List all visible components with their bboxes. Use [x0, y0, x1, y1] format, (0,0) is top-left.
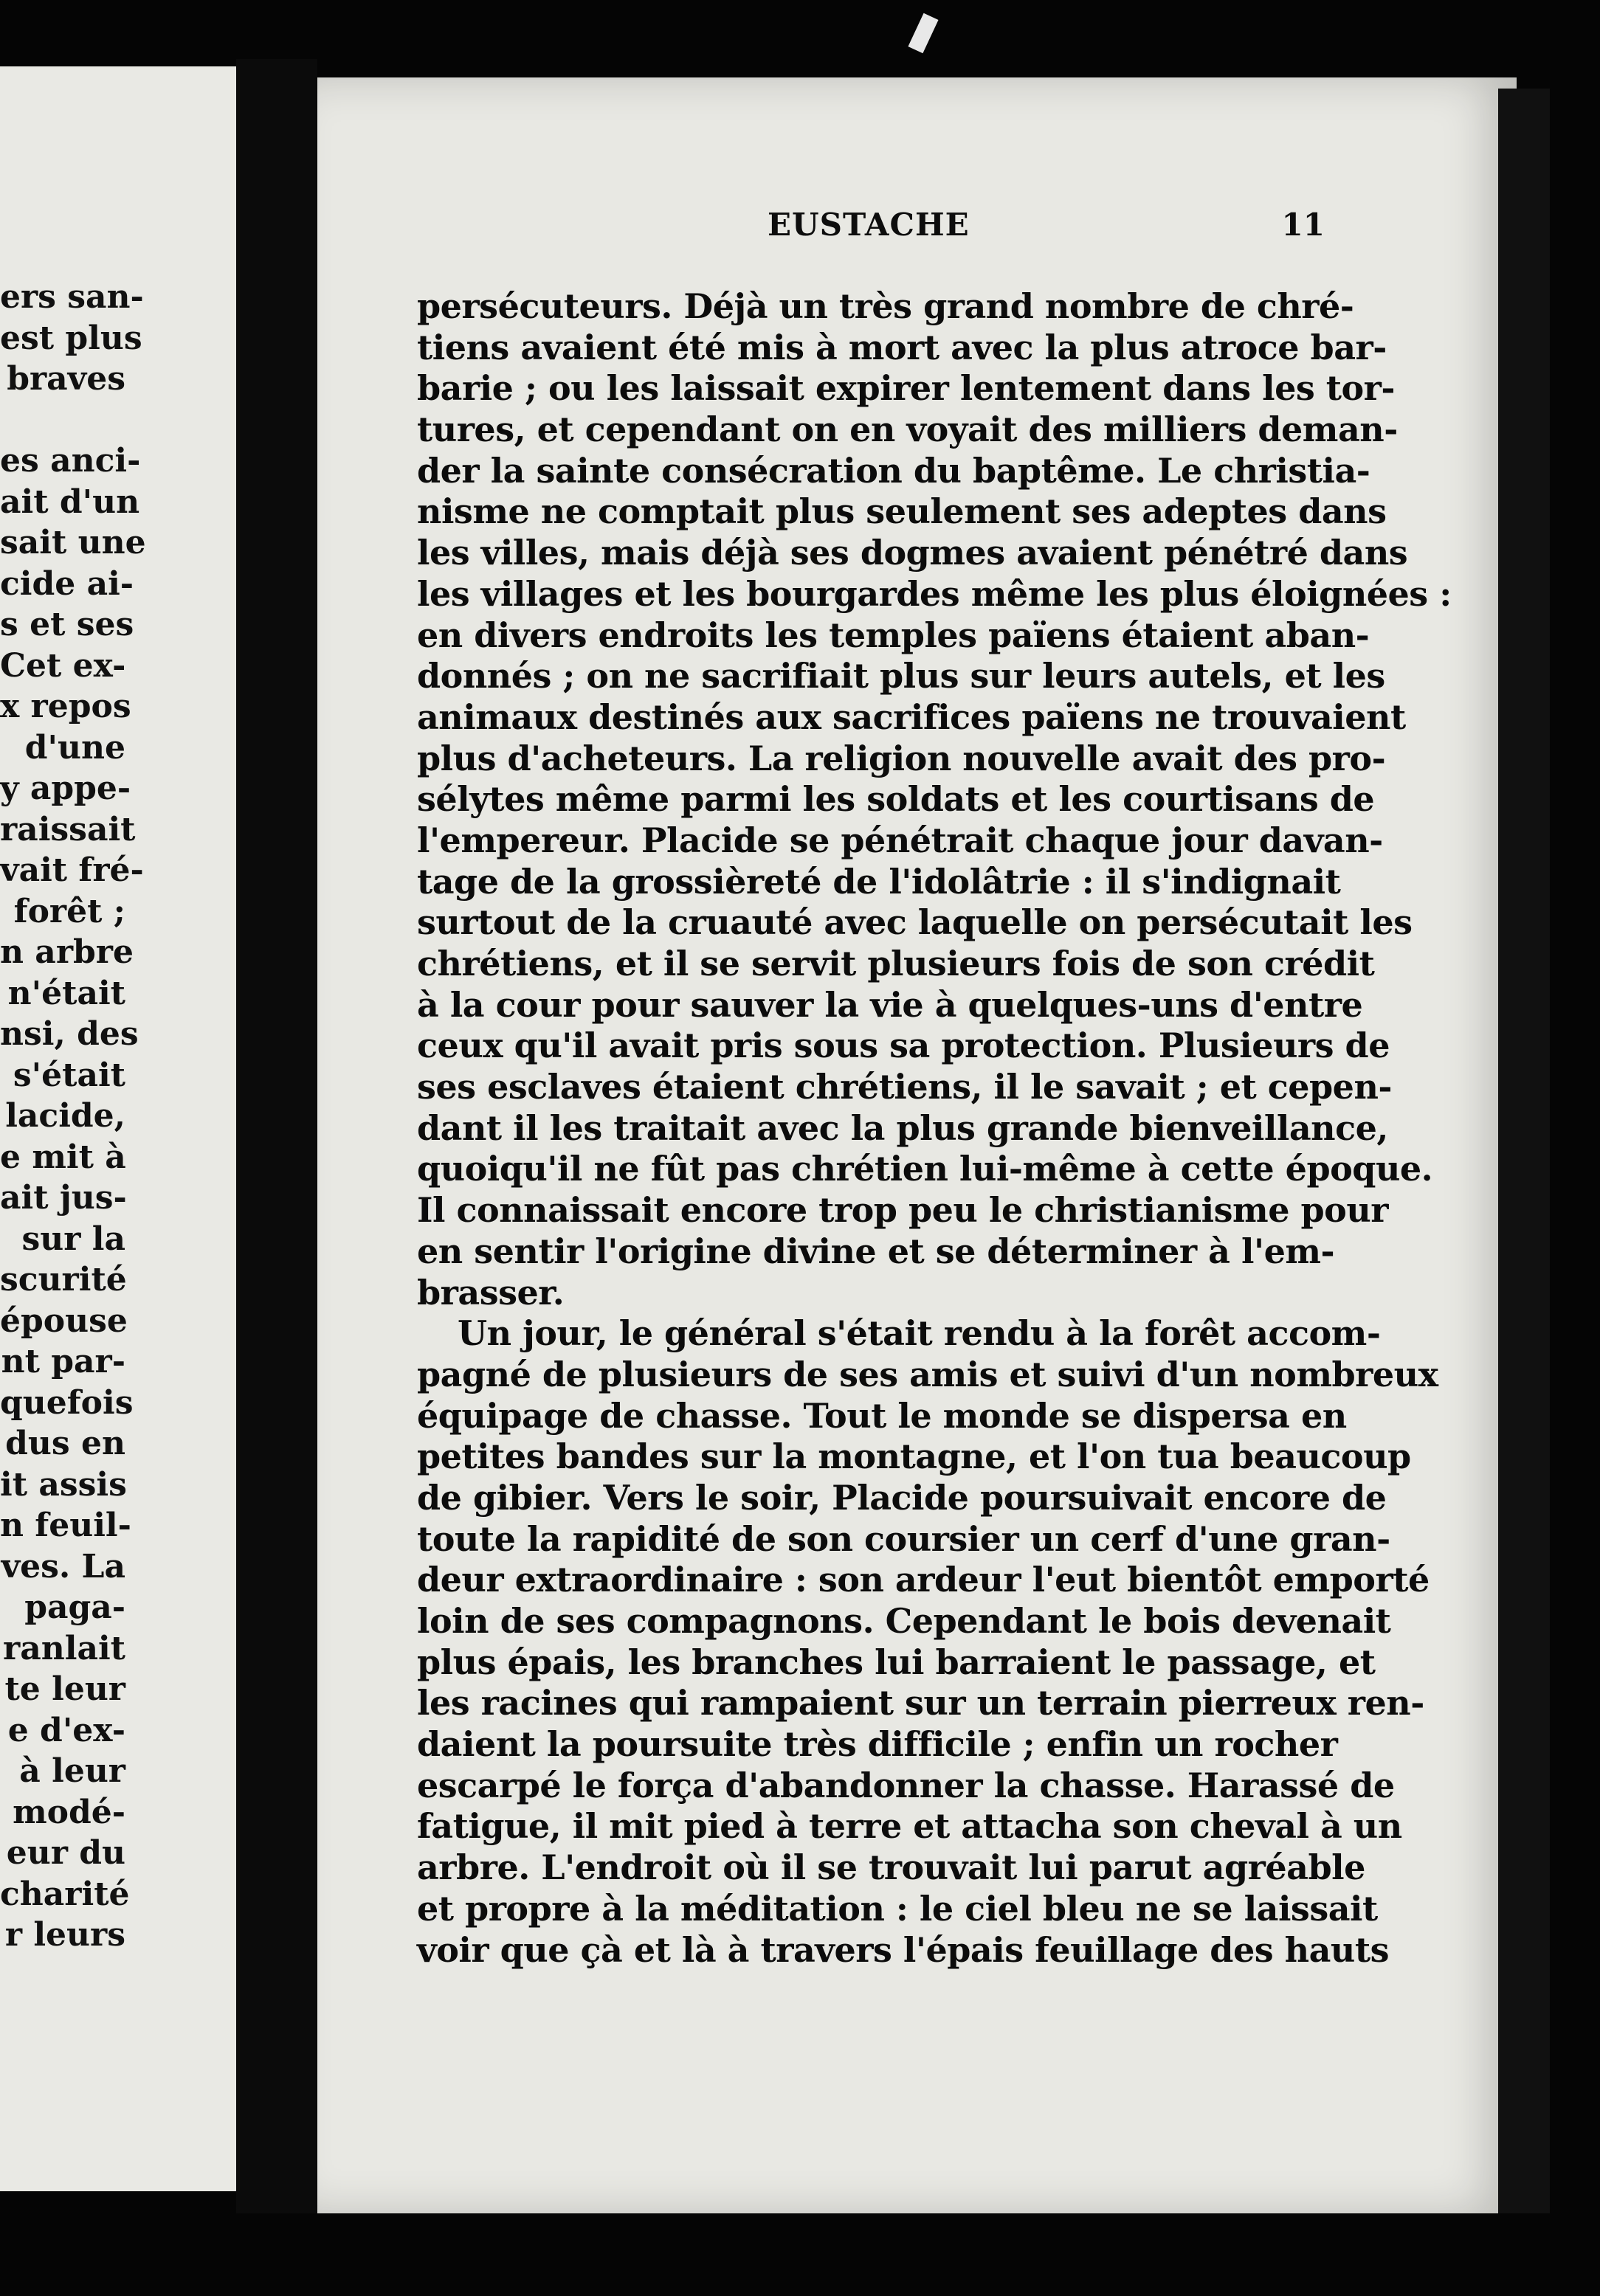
left-page-line: modé-	[13, 1793, 125, 1831]
left-page-line: à leur	[19, 1752, 125, 1790]
left-page-line: ranlait	[3, 1629, 125, 1667]
page-number: 11	[1281, 207, 1325, 243]
text-line: les racines qui rampaient sur un terrain pierreux ren-	[417, 1683, 1424, 1723]
text-line: escarpé le força d'abandonner la chasse. Harassé de	[417, 1765, 1395, 1805]
text-line: tage de la grossièreté de l'idolâtrie : il s'indignait	[417, 861, 1341, 902]
left-page-line: te leur	[4, 1670, 125, 1708]
left-page-line: cide ai-	[0, 564, 134, 603]
left-page-line: it assis	[0, 1465, 127, 1504]
text-line: plus d'acheteurs. La religion nouvelle avait des pro-	[417, 738, 1386, 778]
text-line: donnés ; on ne sacrifiait plus sur leurs autels, et les	[417, 656, 1385, 696]
text-line: l'empereur. Placide se pénétrait chaque jour davan-	[417, 820, 1383, 860]
text-line: quoiqu'il ne fût pas chrétien lui-même à cette époque.	[417, 1149, 1433, 1189]
left-page-line: sait une	[0, 524, 146, 561]
left-page-line: est plus	[0, 319, 142, 357]
left-page-line: n'était	[7, 974, 125, 1012]
text-line: barie ; ou les laissait expirer lentement dans les tor-	[417, 368, 1396, 409]
left-page-line: braves	[7, 360, 125, 398]
left-page-line: charité	[0, 1875, 130, 1913]
text-line: arbre. L'endroit où il se trouvait lui parut agréable	[417, 1847, 1365, 1888]
left-page-line: e d'ex-	[7, 1711, 125, 1749]
left-page-line: quefois	[0, 1383, 134, 1422]
left-page-line	[0, 400, 125, 441]
left-page-line: scurité	[0, 1261, 127, 1299]
left-page-line: Cet ex-	[0, 646, 126, 685]
text-line: pagné de plusieurs de ses amis et suivi d'un nombreux	[417, 1354, 1438, 1394]
left-page-line: dus en	[5, 1425, 125, 1462]
left-page-line: s et ses	[0, 606, 134, 643]
text-line: et propre à la méditation : le ciel bleu ne se laissait	[417, 1888, 1378, 1929]
text-line: tures, et cependant on en voyait des milliers deman-	[417, 409, 1398, 450]
text-line: loin de ses compagnons. Cependant le bois devenait	[417, 1601, 1391, 1641]
text-line: Un jour, le général s'était rendu à la forêt accom-	[458, 1313, 1381, 1354]
text-line: daient la poursuite très difficile ; enfin un rocher	[417, 1724, 1338, 1765]
left-page-text-fragments	[0, 277, 146, 1956]
text-line: plus épais, les branches lui barraient le passage, et	[417, 1642, 1376, 1682]
left-page-line: nt par-	[1, 1343, 125, 1380]
text-line: surtout de la cruauté avec laquelle on persécutait les	[417, 902, 1413, 943]
left-page-line: s'était	[13, 1056, 125, 1094]
running-title: EUSTACHE	[768, 207, 970, 243]
text-line: animaux destinés aux sacrifices païens ne trouvaient	[417, 696, 1406, 737]
right-page-edge	[1498, 89, 1550, 2213]
left-page-line: ers san-	[0, 278, 144, 316]
text-line: équipage de chasse. Tout le monde se dispersa en	[417, 1395, 1347, 1436]
text-line: dant il les traitait avec la plus grande bienveillance,	[417, 1107, 1388, 1148]
text-line: voir que çà et là à travers l'épais feuillage des hauts	[417, 1929, 1389, 1970]
text-line: les villes, mais déjà ses dogmes avaient pénétré dans	[417, 533, 1408, 573]
left-page-line: sur la	[21, 1220, 125, 1258]
scan-speck	[908, 13, 938, 54]
text-line: en sentir l'origine divine et se déterminer à l'em-	[417, 1231, 1335, 1271]
left-page-line: y appe-	[0, 770, 131, 807]
left-page-line: ait jus-	[0, 1179, 127, 1217]
left-page-line: ait d'un	[0, 483, 140, 521]
text-line: persécuteurs. Déjà un très grand nombre de chré-	[417, 286, 1354, 326]
text-line: chrétiens, et il se servit plusieurs fois de son crédit	[417, 944, 1375, 983]
left-page-line: e mit à	[0, 1138, 126, 1176]
left-page-line: r leurs	[4, 1916, 125, 1954]
text-line: der la sainte consécration du baptême. Le christia-	[417, 450, 1370, 491]
left-page-line: lacide,	[5, 1097, 125, 1135]
text-line: Il connaissait encore trop peu le christianisme pour	[417, 1190, 1388, 1231]
text-line: sélytes même parmi les soldats et les courtisans de	[417, 779, 1375, 820]
page-body	[417, 286, 1452, 1971]
left-page-line: x repos	[0, 688, 131, 725]
text-line: ceux qu'il avait pris sous sa protection. Plusieurs de	[417, 1026, 1390, 1066]
left-page-line: raissait	[0, 810, 136, 848]
left-page-line: eur du	[6, 1834, 125, 1872]
left-page-line: d'une	[24, 728, 125, 767]
text-line: toute la rapidité de son coursier un cerf d'une gran-	[417, 1518, 1390, 1559]
text-line: ses esclaves étaient chrétiens, il le savait ; et cepen-	[417, 1067, 1392, 1107]
text-line: nisme ne comptait plus seulement ses adeptes dans	[417, 491, 1387, 532]
text-line: en divers endroits les temples païens étaient aban-	[417, 615, 1370, 655]
paragraph	[417, 286, 1452, 1313]
paragraph	[417, 1313, 1438, 1971]
left-page-line: n feuil-	[0, 1507, 131, 1544]
text-line: les villages et les bourgardes même les plus éloignées :	[417, 573, 1452, 614]
text-line: de gibier. Vers le soir, Placide poursuivait encore de	[417, 1477, 1387, 1518]
text-line: petites bandes sur la montagne, et l'on tua beaucoup	[417, 1436, 1411, 1477]
running-head	[317, 207, 1339, 251]
left-page-line: forêt ;	[13, 892, 125, 930]
text-line: fatigue, il mit pied à terre et attacha son cheval à un	[417, 1806, 1402, 1847]
left-page-line: es anci-	[0, 442, 141, 480]
left-page-line: ves. La	[1, 1547, 125, 1586]
text-line: tiens avaient été mis à mort avec la plus atroce bar-	[417, 327, 1387, 367]
left-page-line: épouse	[0, 1301, 128, 1340]
text-line: brasser.	[417, 1272, 565, 1313]
left-page-line: paga-	[24, 1588, 125, 1626]
text-line: à la cour pour sauver la vie à quelques-uns d'entre	[417, 984, 1363, 1025]
left-page-line: vait fré-	[0, 851, 144, 889]
book-gutter	[236, 59, 317, 2213]
text-line: deur extraordinaire : son ardeur l'eut bientôt emporté	[417, 1560, 1430, 1600]
left-page-line: nsi, des	[0, 1015, 139, 1053]
left-page-line: n arbre	[0, 933, 134, 971]
